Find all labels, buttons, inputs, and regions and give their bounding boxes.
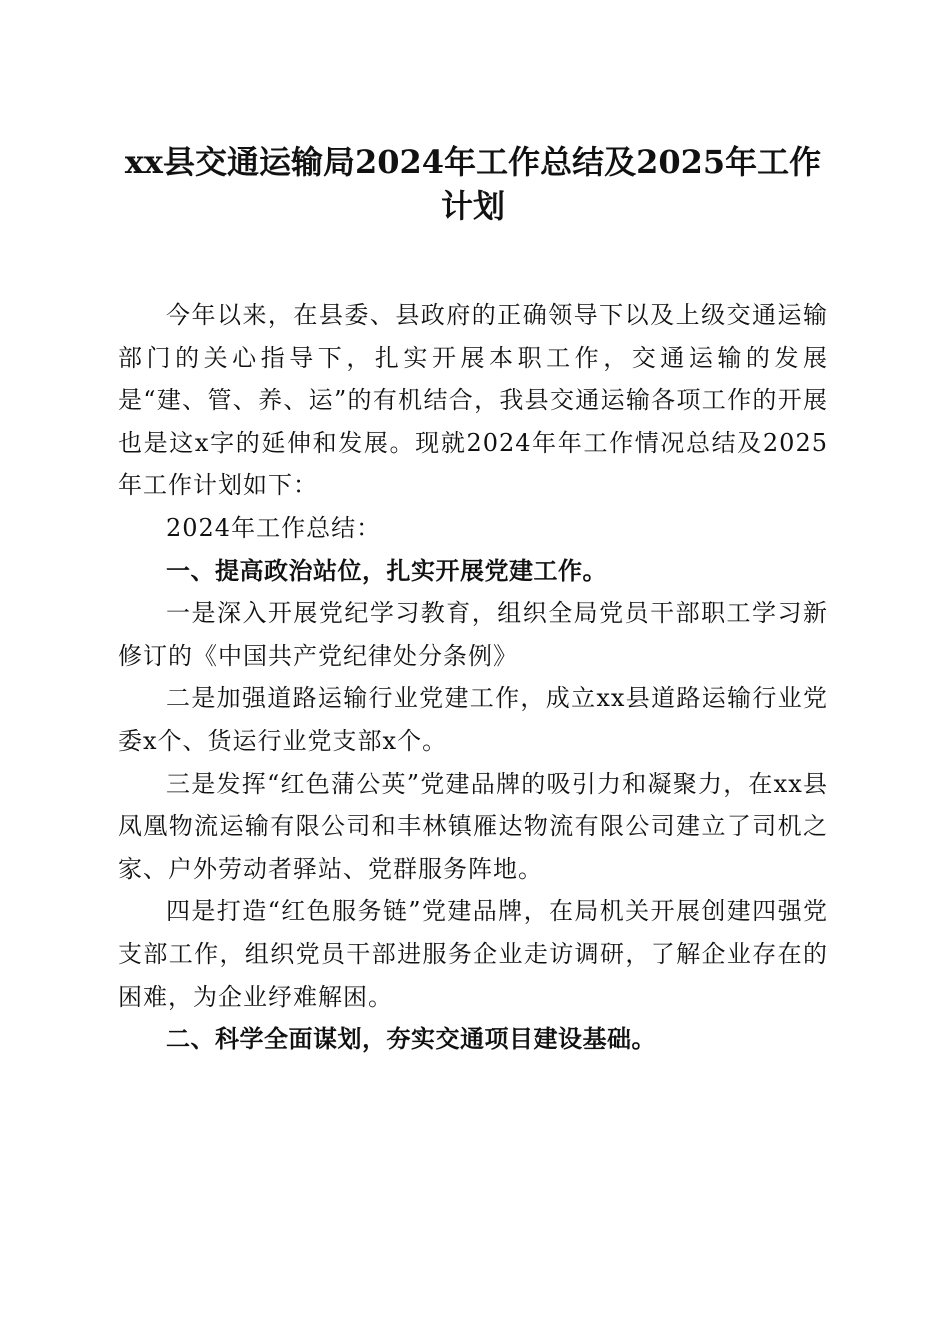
- list-item: 四是打造“红色服务链”党建品牌，在局机关开展创建四强党支部工作，组织党员干部进服务企业走访调研，了解企业存在的困难，为企业纾难解困。: [118, 897, 828, 1011]
- section-heading-2: 二、科学全面谋划，夯实交通项目建设基础。: [166, 1025, 656, 1054]
- list-item: 三是发挥“红色蒲公英”党建品牌的吸引力和凝聚力，在xx县凤凰物流运输有限公司和丰林镇雁达物流有限公司建立了司机之家、户外劳动者驿站、党群服务阵地。: [118, 769, 828, 883]
- document-title: xx县交通运输局2024年工作总结及2025年工作计划: [124, 143, 822, 225]
- intro-paragraph: 今年以来，在县委、县政府的正确领导下以及上级交通运输部门的关心指导下，扎实开展本职工作，交通运输的发展是“建、管、养、运”的有机结合，我县交通运输各项工作的开展也是这x字的延伸和发展。现就2024年年工作情况总结及2025年工作计划如下：: [118, 301, 828, 500]
- document-page: [118, 140, 828, 1061]
- section-heading-1: 一、提高政治站位，扎实开展党建工作。: [166, 556, 607, 585]
- summary-label: 2024年工作总结：: [166, 513, 382, 542]
- list-item: 二是加强道路运输行业党建工作，成立xx县道路运输行业党委x个、货运行业党支部x个。: [118, 684, 828, 755]
- list-item: 一是深入开展党纪学习教育，组织全局党员干部职工学习新修订的《中国共产党纪律处分条例》: [118, 599, 828, 670]
